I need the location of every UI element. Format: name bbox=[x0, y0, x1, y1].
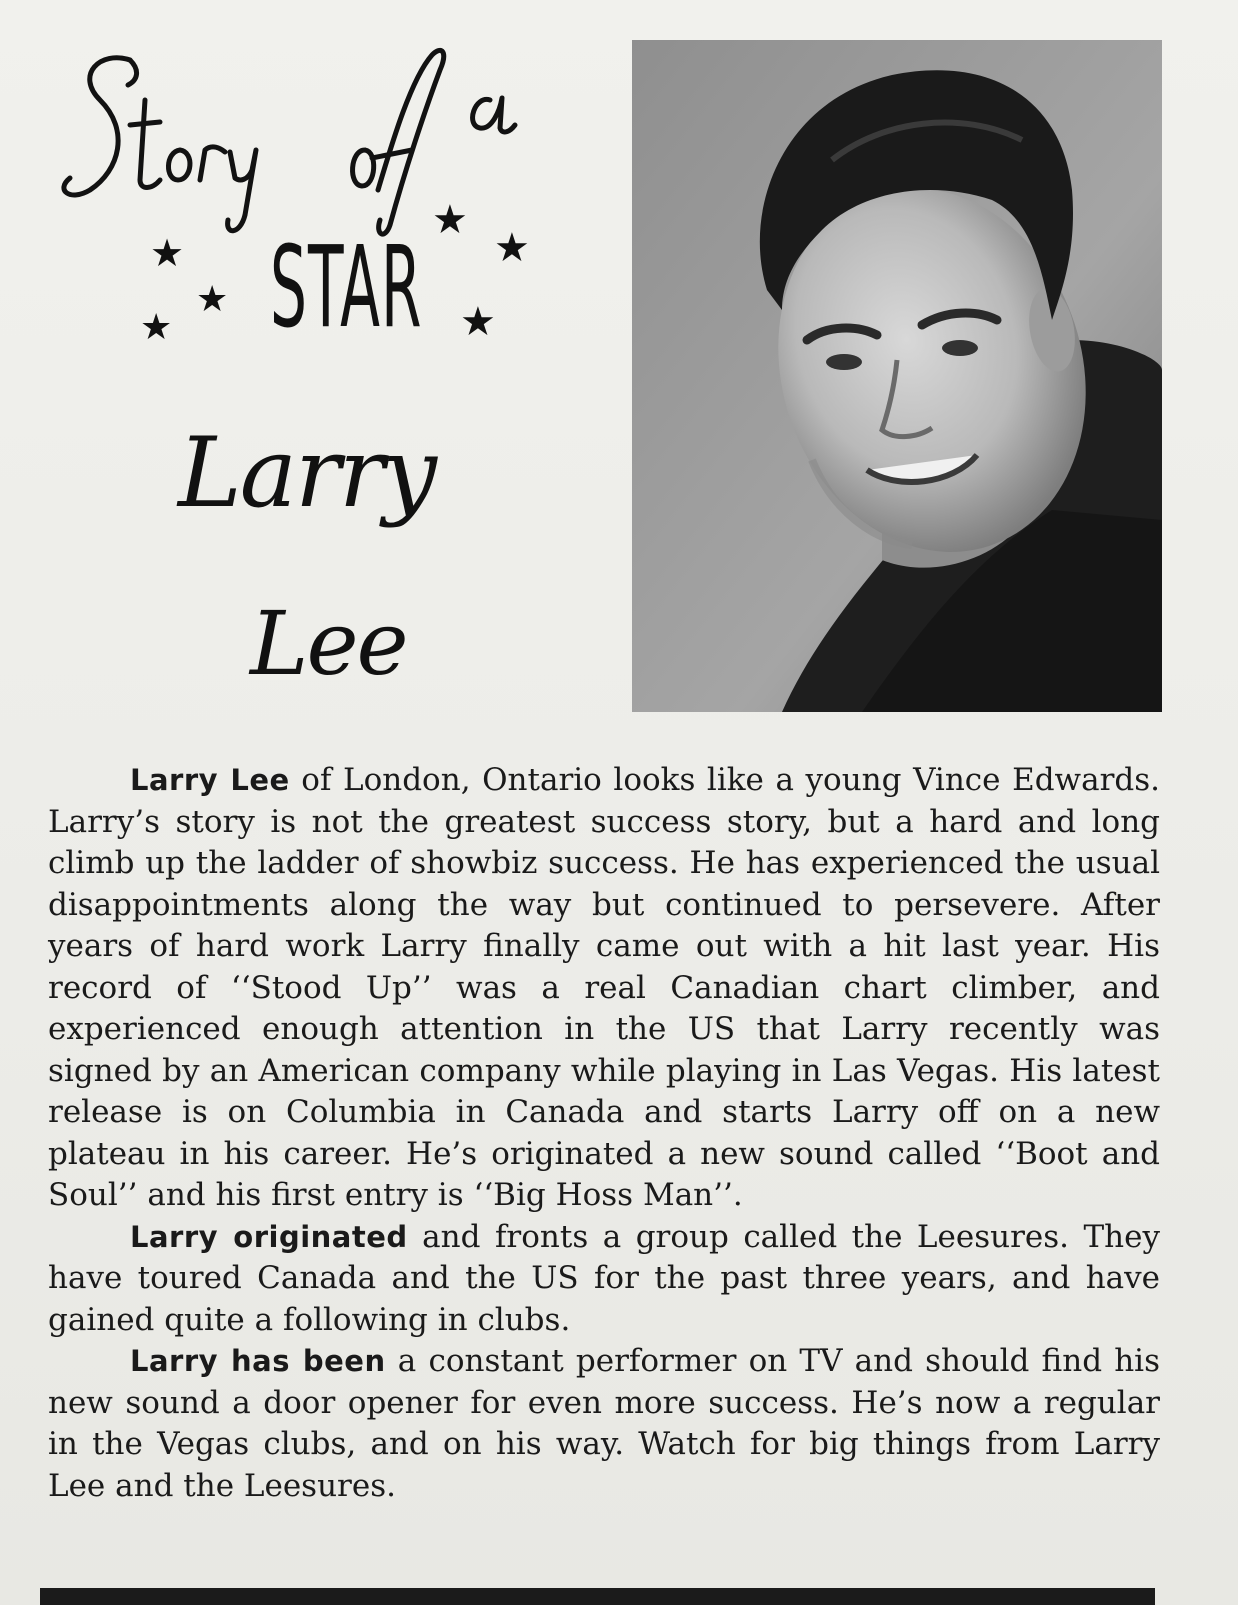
star-icon: ★ bbox=[460, 299, 496, 345]
headline-name-last: Lee bbox=[250, 592, 407, 695]
star-icon: ★ bbox=[494, 225, 530, 271]
portrait-photo-graphic bbox=[632, 40, 1162, 712]
paragraph-text: of London, Ontario looks like a young Vince Edwards. Larry’s story is not the greatest success story, but a hard and long climb up the ladder of showbiz success. He has experienced the usual disappointments along the way but continued to persevere. After years of hard work Larry finally came out with a hit last year. His record of ‘‘Stood Up’’ was a real Canadian chart climber, and experienced enough attention in the US that Larry recently was signed by an American company while playing in Las Vegas. His latest release is on Columbia in Canada and starts Larry off on a new plateau in his career. He’s originated a new sound called ‘‘Boot and Soul’’ and his first entry is ‘‘Big Hoss Man’’. bbox=[48, 762, 1160, 1213]
paragraph-lead: Larry Lee bbox=[130, 763, 290, 797]
article-paragraph-3 bbox=[48, 1341, 1160, 1507]
bottom-divider bbox=[40, 1588, 1155, 1605]
headline-script-graphic bbox=[60, 40, 540, 243]
article-paragraph-1 bbox=[48, 760, 1160, 1217]
headline-star-word: STAR bbox=[270, 223, 423, 353]
headline-name-first: Larry bbox=[178, 417, 435, 529]
paragraph-text: a constant performer on TV and should find his new sound a door opener for even more success. He’s now a regular in the Vegas clubs, and on his way. Watch for big things from Larry Lee and the Leesures. bbox=[48, 1343, 1161, 1504]
paragraph-lead: Larry has been bbox=[130, 1344, 386, 1378]
headline-script-story-of-a bbox=[60, 40, 540, 243]
paragraph-text: and fronts a group called the Leesures. They have toured Canada and the US for the past three years, and have gained quite a following in clubs. bbox=[48, 1218, 1160, 1338]
star-icon: ★ bbox=[150, 231, 185, 275]
star-icon: ★ bbox=[432, 197, 468, 243]
article-paragraph-2 bbox=[48, 1217, 1160, 1342]
article-body bbox=[48, 760, 1160, 1507]
paragraph-lead: Larry originated bbox=[130, 1219, 408, 1254]
portrait-photo bbox=[632, 40, 1162, 712]
star-icon: ★ bbox=[196, 279, 229, 320]
star-icon: ★ bbox=[140, 307, 173, 348]
